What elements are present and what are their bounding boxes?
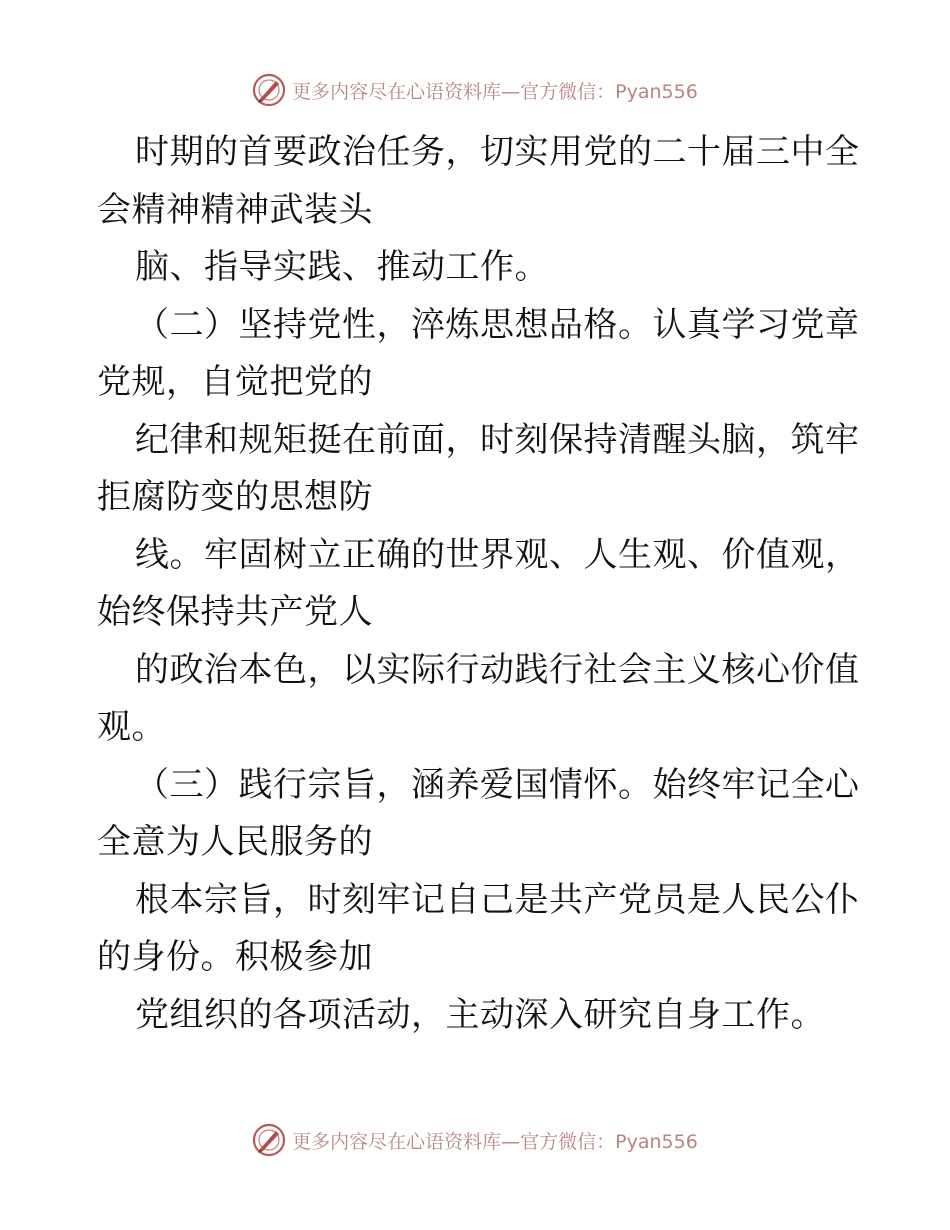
body-line: 脑、指导实践、推动工作。 xyxy=(135,247,549,287)
body-line: 全意为人民服务的 xyxy=(97,822,373,862)
document-body xyxy=(97,124,860,1044)
body-line: 的政治本色，以实际行动践行社会主义核心价值 xyxy=(135,649,860,690)
body-line: （二）坚持党性，淬炼思想品格。认真学习党章 xyxy=(135,304,860,345)
body-line: 时期的首要政治任务，切实用党的二十届三中全 xyxy=(135,132,860,172)
body-line: 会精神精神武装头 xyxy=(97,189,373,230)
body-line: 观。 xyxy=(97,707,166,747)
quill-logo-icon xyxy=(252,1123,286,1157)
header-watermark xyxy=(0,70,950,110)
body-line: 根本宗旨，时刻牢记自己是共产党员是人民公仆 xyxy=(135,879,860,920)
body-line: 纪律和规矩挺在前面，时刻保持清醒头脑，筑牢 xyxy=(135,419,860,460)
body-line: （三）践行宗旨，涵养爱国情怀。始终牢记全心 xyxy=(135,764,860,805)
body-line: 线。牢固树立正确的世界观、人生观、价值观， xyxy=(135,534,860,575)
body-line: 党组织的各项活动，主动深入研究自身工作。 xyxy=(135,994,825,1035)
quill-logo-icon xyxy=(252,73,286,107)
watermark-text: 更多内容尽在心语资料库—官方微信：Pyan556 xyxy=(292,80,698,103)
body-line: 党规，自觉把党的 xyxy=(97,362,373,402)
body-line: 始终保持共产党人 xyxy=(97,592,373,632)
body-line: 的身份。积极参加 xyxy=(97,937,373,977)
body-line: 拒腐防变的思想防 xyxy=(97,477,373,517)
watermark-text: 更多内容尽在心语资料库—官方微信：Pyan556 xyxy=(292,1130,698,1153)
footer-watermark xyxy=(0,1120,950,1160)
